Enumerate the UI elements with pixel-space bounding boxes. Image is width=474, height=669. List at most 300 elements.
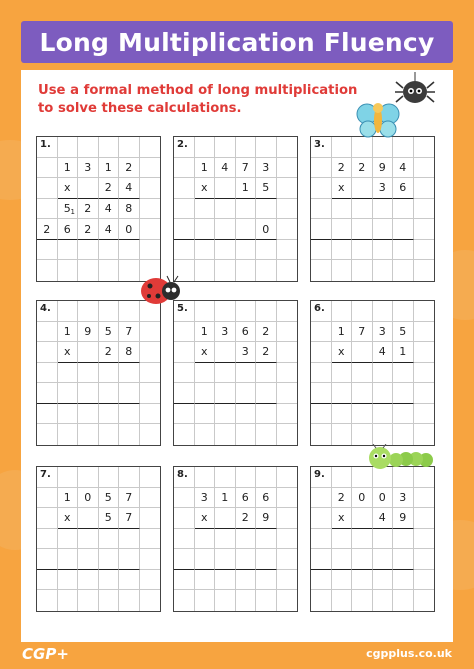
- grid-cell[interactable]: [311, 199, 332, 220]
- grid-cell[interactable]: [332, 570, 353, 591]
- grid-cell[interactable]: [99, 570, 120, 591]
- grid-cell[interactable]: [119, 549, 140, 570]
- grid-cell[interactable]: [393, 199, 414, 220]
- grid-cell[interactable]: [78, 383, 99, 404]
- grid-cell: [373, 322, 394, 343]
- grid-cell[interactable]: [311, 322, 332, 343]
- grid-cell[interactable]: [78, 549, 99, 570]
- grid-cell[interactable]: [373, 363, 394, 384]
- digit: 9: [399, 511, 407, 525]
- grid-cell[interactable]: [195, 424, 216, 445]
- grid-cell[interactable]: [174, 570, 195, 591]
- grid-cell[interactable]: [352, 219, 373, 240]
- grid-cell[interactable]: [215, 219, 236, 240]
- grid-cell[interactable]: [373, 570, 394, 591]
- grid-cell[interactable]: [414, 529, 435, 550]
- grid-cell[interactable]: [236, 363, 257, 384]
- grid-cell: [195, 488, 216, 509]
- grid-cell[interactable]: [37, 404, 58, 425]
- grid-cell[interactable]: [78, 240, 99, 261]
- grid-cell[interactable]: [256, 549, 277, 570]
- grid-cell[interactable]: [195, 383, 216, 404]
- grid-cell[interactable]: [414, 240, 435, 261]
- cgp-logo: CGP+: [22, 645, 69, 663]
- grid-cell: [78, 488, 99, 509]
- grid-cell[interactable]: [99, 404, 120, 425]
- grid-cell[interactable]: [414, 424, 435, 445]
- grid-cell[interactable]: [99, 529, 120, 550]
- grid-cell[interactable]: [140, 342, 161, 363]
- grid-cell[interactable]: [277, 570, 298, 591]
- grid-cell[interactable]: [174, 383, 195, 404]
- grid-cell[interactable]: [332, 260, 353, 281]
- grid-cell[interactable]: [215, 508, 236, 529]
- grid-cell[interactable]: [174, 363, 195, 384]
- grid-cell[interactable]: [236, 529, 257, 550]
- grid-cell[interactable]: [332, 240, 353, 261]
- grid-cell[interactable]: [277, 488, 298, 509]
- digit: 8: [125, 201, 133, 215]
- grid-cell[interactable]: [277, 219, 298, 240]
- calculation-grid-5[interactable]: [173, 300, 298, 446]
- grid-cell: [277, 467, 298, 488]
- digit: 3: [221, 324, 229, 338]
- grid-cell[interactable]: [58, 404, 79, 425]
- grid-cell[interactable]: [58, 570, 79, 591]
- grid-cell[interactable]: [352, 424, 373, 445]
- grid-cell[interactable]: [140, 424, 161, 445]
- grid-cell[interactable]: [78, 529, 99, 550]
- grid-cell[interactable]: [99, 549, 120, 570]
- calculation-grid-8[interactable]: [173, 466, 298, 612]
- grid-cell[interactable]: [277, 342, 298, 363]
- grid-cell[interactable]: [215, 424, 236, 445]
- grid-cell[interactable]: [332, 549, 353, 570]
- grid-cell[interactable]: [332, 590, 353, 611]
- calculation-grid-2[interactable]: [173, 136, 298, 282]
- digit: 4: [378, 511, 386, 525]
- grid-cell[interactable]: [256, 363, 277, 384]
- grid-cell[interactable]: [140, 549, 161, 570]
- grid-cell: [140, 137, 161, 158]
- grid-cell[interactable]: [311, 158, 332, 179]
- grid-cell[interactable]: [58, 240, 79, 261]
- grid-cell[interactable]: [119, 240, 140, 261]
- grid-cell[interactable]: [119, 424, 140, 445]
- grid-cell[interactable]: [140, 322, 161, 343]
- footer-url[interactable]: cgpplus.co.uk: [366, 647, 452, 660]
- grid-cell[interactable]: [140, 383, 161, 404]
- grid-cell[interactable]: [393, 570, 414, 591]
- grid-cell[interactable]: [393, 590, 414, 611]
- grid-cell[interactable]: [311, 570, 332, 591]
- grid-cell[interactable]: [414, 508, 435, 529]
- grid-cell: [119, 199, 140, 220]
- grid-cell[interactable]: [332, 529, 353, 550]
- grid-cell[interactable]: [195, 240, 216, 261]
- grid-cell[interactable]: [140, 363, 161, 384]
- grid-cell[interactable]: [37, 322, 58, 343]
- grid-cell[interactable]: [393, 219, 414, 240]
- grid-cell[interactable]: [37, 260, 58, 281]
- grid-cell[interactable]: [311, 508, 332, 529]
- grid-cell[interactable]: [256, 383, 277, 404]
- grid-cell[interactable]: [215, 404, 236, 425]
- grid-cell[interactable]: [174, 404, 195, 425]
- grid-cell[interactable]: [373, 199, 394, 220]
- grid-cell[interactable]: [215, 240, 236, 261]
- calculation-grid-4[interactable]: [36, 300, 161, 446]
- grid-cell[interactable]: [393, 404, 414, 425]
- grid-cell[interactable]: [37, 549, 58, 570]
- grid-cell[interactable]: [236, 549, 257, 570]
- grid-cell[interactable]: [414, 260, 435, 281]
- grid-cell[interactable]: [332, 404, 353, 425]
- grid-cell[interactable]: [140, 158, 161, 179]
- grid-cell[interactable]: [174, 178, 195, 199]
- grid-cell[interactable]: [37, 488, 58, 509]
- grid-cell[interactable]: [311, 260, 332, 281]
- grid-cell[interactable]: [58, 529, 79, 550]
- grid-cell[interactable]: [332, 424, 353, 445]
- grid-cell[interactable]: [78, 260, 99, 281]
- calculation-grid-6[interactable]: [310, 300, 435, 446]
- grid-cell[interactable]: [174, 322, 195, 343]
- grid-cell[interactable]: [195, 404, 216, 425]
- grid-cell[interactable]: [373, 219, 394, 240]
- grid-cell[interactable]: [352, 240, 373, 261]
- grid-cell[interactable]: [393, 363, 414, 384]
- grid-cell[interactable]: [215, 199, 236, 220]
- grid-cell[interactable]: [195, 219, 216, 240]
- grid-cell[interactable]: [215, 178, 236, 199]
- grid-cell[interactable]: [256, 590, 277, 611]
- grid-cell[interactable]: [414, 199, 435, 220]
- grid-cell[interactable]: [78, 178, 99, 199]
- grid-cell[interactable]: [99, 383, 120, 404]
- grid-cell[interactable]: [174, 158, 195, 179]
- grid-cell[interactable]: [215, 529, 236, 550]
- grid-cell[interactable]: [277, 199, 298, 220]
- grid-cell[interactable]: [140, 178, 161, 199]
- grid-cell[interactable]: [352, 549, 373, 570]
- grid-cell[interactable]: [119, 590, 140, 611]
- grid-cell[interactable]: [311, 383, 332, 404]
- grid-cell[interactable]: [311, 219, 332, 240]
- grid-cell[interactable]: [78, 508, 99, 529]
- grid-cell[interactable]: [277, 424, 298, 445]
- grid-cell[interactable]: [332, 199, 353, 220]
- grid-cell[interactable]: [352, 508, 373, 529]
- grid-cell[interactable]: [58, 549, 79, 570]
- grid-cell[interactable]: [174, 199, 195, 220]
- grid-cell[interactable]: [311, 488, 332, 509]
- grid-cell: [99, 199, 120, 220]
- grid-cell[interactable]: [37, 508, 58, 529]
- digit: 9: [84, 324, 92, 338]
- grid-cell[interactable]: [277, 240, 298, 261]
- grid-cell[interactable]: [373, 529, 394, 550]
- grid-cell: [119, 342, 140, 363]
- grid-cell[interactable]: [393, 424, 414, 445]
- grid-cell[interactable]: [140, 404, 161, 425]
- grid-cell[interactable]: [78, 404, 99, 425]
- grid-cell[interactable]: [140, 508, 161, 529]
- grid-cell: [236, 322, 257, 343]
- grid-cell: [58, 219, 79, 240]
- grid-cell[interactable]: [58, 424, 79, 445]
- grid-cell[interactable]: [277, 383, 298, 404]
- grid-cell[interactable]: [414, 363, 435, 384]
- grid-cell[interactable]: [78, 590, 99, 611]
- grid-cell[interactable]: [414, 590, 435, 611]
- grid-cell[interactable]: [373, 404, 394, 425]
- grid-cell[interactable]: [277, 590, 298, 611]
- grid-cell[interactable]: [352, 342, 373, 363]
- grid-cell: [414, 301, 435, 322]
- grid-cell[interactable]: [256, 404, 277, 425]
- grid-cell[interactable]: [414, 322, 435, 343]
- grid-cell[interactable]: [174, 219, 195, 240]
- grid-cell[interactable]: [119, 363, 140, 384]
- ladybird-icon: [140, 274, 182, 306]
- grid-cell[interactable]: [215, 363, 236, 384]
- grid-cell[interactable]: [236, 570, 257, 591]
- grid-cell[interactable]: [373, 549, 394, 570]
- grid-cell[interactable]: [311, 529, 332, 550]
- grid-cell[interactable]: [140, 529, 161, 550]
- grid-cell[interactable]: [352, 178, 373, 199]
- calculation-grid-1[interactable]: [36, 136, 161, 282]
- grid-cell[interactable]: [37, 178, 58, 199]
- grid-cell: [58, 178, 79, 199]
- grid-cell[interactable]: [332, 383, 353, 404]
- digit: 1: [63, 324, 71, 338]
- digit: 3: [378, 181, 386, 195]
- grid-cell[interactable]: [311, 363, 332, 384]
- grid-cell[interactable]: [78, 570, 99, 591]
- grid-cell[interactable]: [236, 219, 257, 240]
- grid-cell[interactable]: [215, 260, 236, 281]
- grid-cell[interactable]: [414, 404, 435, 425]
- grid-cell[interactable]: [195, 199, 216, 220]
- grid-cell[interactable]: [119, 383, 140, 404]
- grid-cell[interactable]: [195, 363, 216, 384]
- grid-cell[interactable]: [174, 240, 195, 261]
- grid-cell[interactable]: [37, 424, 58, 445]
- grid-cell[interactable]: [352, 590, 373, 611]
- grid-cell[interactable]: [58, 590, 79, 611]
- grid-cell: [99, 301, 120, 322]
- grid-cell[interactable]: [37, 158, 58, 179]
- grid-cell[interactable]: [277, 508, 298, 529]
- grid-cell[interactable]: [393, 240, 414, 261]
- grid-cell[interactable]: [58, 363, 79, 384]
- grid-cell[interactable]: [174, 549, 195, 570]
- grid-cell[interactable]: [236, 199, 257, 220]
- grid-cell: [58, 488, 79, 509]
- grid-cell[interactable]: [277, 549, 298, 570]
- grid-cell[interactable]: [311, 549, 332, 570]
- grid-cell[interactable]: [119, 404, 140, 425]
- grid-cell[interactable]: [37, 199, 58, 220]
- grid-cell[interactable]: [119, 260, 140, 281]
- grid-cell[interactable]: [236, 404, 257, 425]
- grid-cell[interactable]: [78, 342, 99, 363]
- grid-cell[interactable]: [174, 342, 195, 363]
- grid-cell[interactable]: [414, 488, 435, 509]
- grid-cell[interactable]: [140, 488, 161, 509]
- grid-cell[interactable]: [277, 363, 298, 384]
- grid-cell[interactable]: [195, 590, 216, 611]
- grid-cell[interactable]: [236, 424, 257, 445]
- grid-cell[interactable]: [78, 363, 99, 384]
- grid-cell[interactable]: [393, 549, 414, 570]
- grid-cell[interactable]: [414, 342, 435, 363]
- grid-cell[interactable]: [373, 590, 394, 611]
- grid-cell[interactable]: [174, 424, 195, 445]
- grid-cell[interactable]: [352, 404, 373, 425]
- grid-cell: [58, 322, 79, 343]
- grid-cell[interactable]: [373, 260, 394, 281]
- grid-cell[interactable]: [311, 342, 332, 363]
- digit: 6: [241, 490, 249, 504]
- grid-cell[interactable]: [37, 529, 58, 550]
- grid-cell[interactable]: [311, 178, 332, 199]
- grid-cell[interactable]: [373, 383, 394, 404]
- grid-cell[interactable]: [215, 383, 236, 404]
- grid-cell[interactable]: [140, 199, 161, 220]
- digit: x: [63, 181, 71, 195]
- grid-cell: [99, 488, 120, 509]
- grid-cell[interactable]: [256, 529, 277, 550]
- grid-cell[interactable]: [332, 363, 353, 384]
- grid-cell[interactable]: [37, 342, 58, 363]
- grid-cell[interactable]: [78, 424, 99, 445]
- grid-cell: [236, 342, 257, 363]
- grid-cell: [352, 301, 373, 322]
- grid-cell[interactable]: [311, 590, 332, 611]
- grid-cell[interactable]: [119, 570, 140, 591]
- grid-cell[interactable]: [256, 570, 277, 591]
- grid-cell[interactable]: [332, 219, 353, 240]
- grid-cell[interactable]: [119, 529, 140, 550]
- grid-cell[interactable]: [195, 549, 216, 570]
- grid-cell: [352, 322, 373, 343]
- carry-digit: 1: [70, 208, 75, 217]
- grid-cell[interactable]: [99, 424, 120, 445]
- grid-cell: [236, 158, 257, 179]
- grid-cell[interactable]: [414, 158, 435, 179]
- grid-cell[interactable]: [58, 383, 79, 404]
- grid-cell[interactable]: [236, 383, 257, 404]
- grid-cell[interactable]: [414, 549, 435, 570]
- grid-cell[interactable]: [215, 590, 236, 611]
- grid-cell[interactable]: [37, 570, 58, 591]
- grid-cell: [393, 342, 414, 363]
- grid-cell[interactable]: [277, 404, 298, 425]
- grid-cell[interactable]: [215, 549, 236, 570]
- grid-cell[interactable]: [352, 260, 373, 281]
- grid-cell[interactable]: [174, 590, 195, 611]
- grid-cell[interactable]: [195, 570, 216, 591]
- grid-cell[interactable]: [195, 260, 216, 281]
- grid-cell[interactable]: [352, 363, 373, 384]
- grid-cell[interactable]: [215, 570, 236, 591]
- grid-cell: [99, 219, 120, 240]
- grid-cell[interactable]: [140, 219, 161, 240]
- grid-cell[interactable]: [352, 529, 373, 550]
- grid-cell: [78, 199, 99, 220]
- calculation-grid-7[interactable]: [36, 466, 161, 612]
- grid-cell[interactable]: [414, 570, 435, 591]
- grid-cell[interactable]: [256, 260, 277, 281]
- grid-cell[interactable]: [99, 590, 120, 611]
- grid-cell[interactable]: [393, 529, 414, 550]
- grid-cell[interactable]: [256, 424, 277, 445]
- grid-cell[interactable]: [256, 240, 277, 261]
- grid-cell[interactable]: [373, 424, 394, 445]
- grid-cell: [195, 158, 216, 179]
- calculation-grid-3[interactable]: [310, 136, 435, 282]
- grid-cell[interactable]: [140, 240, 161, 261]
- grid-cell[interactable]: [236, 260, 257, 281]
- grid-cell[interactable]: [236, 590, 257, 611]
- grid-cell[interactable]: [393, 260, 414, 281]
- grid-cell[interactable]: [277, 260, 298, 281]
- grid-cell: [215, 158, 236, 179]
- grid-cell[interactable]: [277, 529, 298, 550]
- grid-cell[interactable]: [277, 158, 298, 179]
- grid-cell[interactable]: [277, 178, 298, 199]
- grid-cell[interactable]: [414, 219, 435, 240]
- grid-cell[interactable]: [393, 383, 414, 404]
- grid-cell[interactable]: [58, 260, 79, 281]
- grid-cell[interactable]: [99, 363, 120, 384]
- digit: 1: [337, 324, 345, 338]
- grid-cell[interactable]: [311, 240, 332, 261]
- grid-cell[interactable]: [414, 178, 435, 199]
- grid-cell[interactable]: [352, 383, 373, 404]
- grid-cell[interactable]: [174, 529, 195, 550]
- grid-cell[interactable]: [99, 240, 120, 261]
- grid-cell[interactable]: [373, 240, 394, 261]
- problem-label: 7.: [37, 467, 58, 488]
- grid-cell[interactable]: [352, 199, 373, 220]
- grid-cell[interactable]: [174, 488, 195, 509]
- grid-cell[interactable]: [37, 363, 58, 384]
- grid-cell[interactable]: [99, 260, 120, 281]
- grid-cell[interactable]: [215, 342, 236, 363]
- grid-cell[interactable]: [37, 240, 58, 261]
- grid-cell[interactable]: [311, 424, 332, 445]
- grid-cell[interactable]: [311, 404, 332, 425]
- grid-cell[interactable]: [140, 570, 161, 591]
- grid-cell[interactable]: [352, 570, 373, 591]
- grid-cell[interactable]: [37, 383, 58, 404]
- problem-label: 5.: [174, 301, 195, 322]
- grid-cell[interactable]: [236, 240, 257, 261]
- grid-cell[interactable]: [174, 508, 195, 529]
- grid-cell[interactable]: [256, 199, 277, 220]
- grid-cell[interactable]: [414, 383, 435, 404]
- grid-cell[interactable]: [277, 322, 298, 343]
- grid-cell[interactable]: [37, 590, 58, 611]
- grid-cell[interactable]: [195, 529, 216, 550]
- grid-cell[interactable]: [140, 590, 161, 611]
- grid-cell: [332, 322, 353, 343]
- calculation-grid-9[interactable]: [310, 466, 435, 612]
